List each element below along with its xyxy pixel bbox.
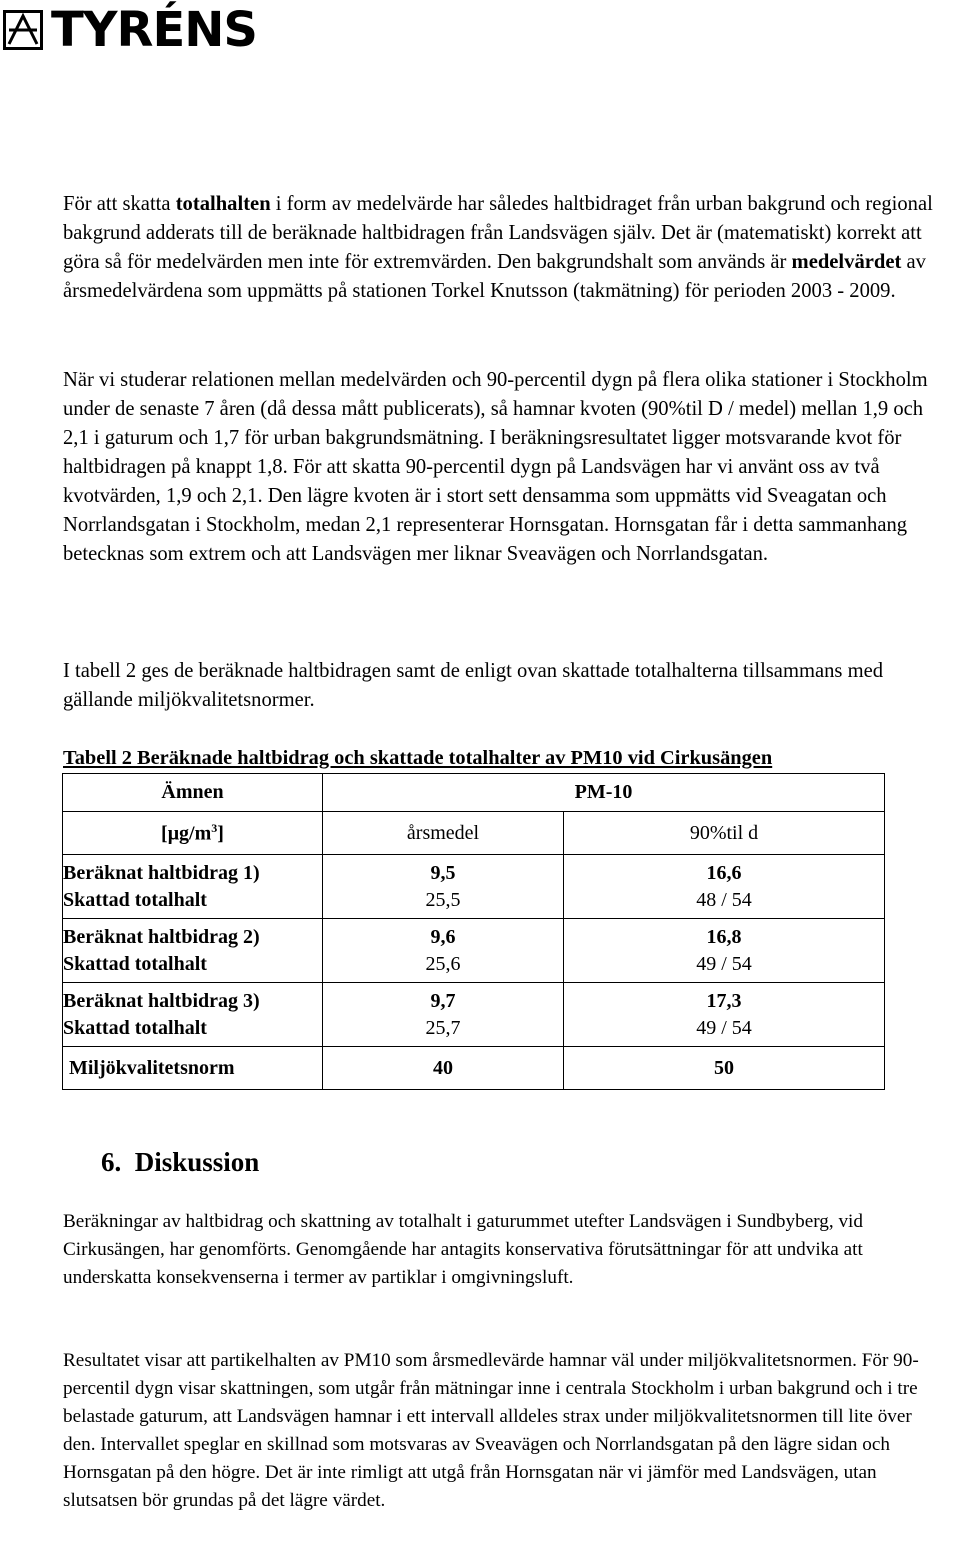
table-unit-row	[63, 812, 885, 855]
mean-cell	[323, 983, 564, 1047]
p90-totalhalt: 49 / 54	[696, 1016, 752, 1039]
table-header-row	[63, 774, 885, 812]
table-caption: Tabell 2 Beräknade haltbidrag och skattade totalhalter av PM10 vid Cirkusängen	[63, 747, 773, 769]
header-amnen: Ämnen	[63, 774, 323, 812]
section-title: Diskussion	[134, 1147, 260, 1177]
company-logo	[3, 2, 257, 58]
unit-close: ]	[217, 822, 224, 845]
table-row	[63, 855, 885, 919]
paragraph-tabell-intro: I tabell 2 ges de beräknade haltbidragen samt de enligt ovan skattade totalhalterna tillsammans med gällande miljökvalitetsnormer.	[63, 660, 884, 711]
mean-cell	[323, 855, 564, 919]
mean-haltbidrag: 9,6	[430, 925, 456, 948]
unit-superscript: 3	[211, 820, 218, 835]
p90-haltbidrag: 16,6	[706, 861, 742, 884]
label-totalhalt: Skattad totalhalt	[63, 1016, 207, 1039]
p1-bold-medelvardet: medelvärdet	[791, 251, 902, 273]
p90-cell	[564, 919, 885, 983]
header-pm10: PM-10	[323, 774, 885, 812]
p90-cell	[564, 983, 885, 1047]
p90-totalhalt: 48 / 54	[696, 888, 752, 911]
col-arsmedel: årsmedel	[323, 812, 564, 855]
section-heading	[101, 1144, 259, 1180]
logo-mark-icon	[3, 10, 43, 50]
p1-text-2: i form av medelvärde har således haltbidraget från urban bakgrund och regional bakgrund adderats till de beräknade haltbidragen från Landsvägen själv. Det är (matematiskt) korrekt att göra så för medelvärden men inte för extremvärden. Den bakgrundshalt som används är	[63, 193, 933, 273]
label-haltbidrag: Beräknat haltbidrag 1)	[63, 861, 260, 884]
paragraph-diskussion-1: Beräkningar av haltbidrag och skattning av totalhalt i gaturummet utefter Landsvägen i Sundbyberg, vid Cirkusängen, har genomförts. Genomgående har antagits konservativa förutsättningar för att undvika att underskatta konsekvenserna i termer av partiklar i omgivningsluft.	[63, 1211, 863, 1288]
unit-cell	[63, 812, 323, 855]
mean-totalhalt: 25,5	[425, 888, 461, 911]
p90-cell	[564, 855, 885, 919]
mean-totalhalt: 25,7	[425, 1016, 461, 1039]
p1-text-1: För att skatta	[63, 193, 176, 215]
paragraph-diskussion-2: Resultatet visar att partikelhalten av PM10 som årsmedlevärde hamnar väl under miljökvalitetsnormen. För 90-percentil dygn visar skattningen, som utgår från mätningar inne i centrala Stockholm i urban bakgrund och i tre belastade gaturum, att Landsvägen hamnar i ett intervall alldeles strax under miljökvalitetsnormen till lite över den. Intervallet speglar en skillnad som motsvaras av Sveavägen och Norrlandsgatan på den lägre sidan och Hornsgatan på den högre. Det är inte rimligt att utgå från Hornsgatan när vi jämför med Landsvägen, utan slutsatsen bör grundas på det lägre värdet.	[63, 1350, 919, 1511]
pm10-table	[62, 773, 885, 1090]
mean-haltbidrag: 9,5	[430, 861, 456, 884]
table-row	[63, 919, 885, 983]
p1-text-3: av årsmedelvärdena som uppmätts på stationen Torkel Knutsson (takmätning) för perioden 2003 - 2009.	[63, 251, 926, 302]
col-90til: 90%til d	[564, 812, 885, 855]
row-label	[63, 855, 323, 919]
row-label	[63, 919, 323, 983]
label-totalhalt: Skattad totalhalt	[63, 888, 207, 911]
p1-bold-totalhalten: totalhalten	[175, 193, 271, 215]
paragraph-kvoter: När vi studerar relationen mellan medelvärden och 90-percentil dygn på flera olika stationer i Stockholm under de senaste 7 åren (då dessa mått publicerats), så hamnar kvoten (90%til D / medel) mellan 1,9 och 2,1 i gaturum och 1,7 för urban bakgrundsmätning. I beräkningsresultatet ligger motsvarande kvot för haltbidragen på knappt 1,8. För att skatta 90-percentil dygn på Landsvägen har vi använt oss av två kvotvärden, 1,9 och 2,1. Den lägre kvoten är i stort sett densamma som uppmätts vid Sveagatan och Norrlandsgatan i Stockholm, medan 2,1 representerar Hornsgatan. Hornsgatan får i detta sammanhang betecknas som extrem och att Landsvägen mer liknar Sveavägen och Norrlandsgatan.	[63, 369, 928, 565]
table-norm-row	[63, 1047, 885, 1090]
norm-label: Miljökvalitetsnorm	[63, 1047, 323, 1090]
label-haltbidrag: Beräknat haltbidrag 2)	[63, 925, 260, 948]
logo-text: TYRÉNS	[51, 2, 257, 58]
mean-cell	[323, 919, 564, 983]
norm-p90: 50	[564, 1047, 885, 1090]
norm-mean: 40	[323, 1047, 564, 1090]
unit-text: [μg/m	[161, 822, 212, 845]
label-totalhalt: Skattad totalhalt	[63, 952, 207, 975]
table-row	[63, 983, 885, 1047]
section-number: 6.	[101, 1147, 122, 1177]
label-haltbidrag: Beräknat haltbidrag 3)	[63, 989, 260, 1012]
p90-totalhalt: 49 / 54	[696, 952, 752, 975]
mean-haltbidrag: 9,7	[430, 989, 456, 1012]
p90-haltbidrag: 16,8	[706, 925, 742, 948]
paragraph-totalhalt	[63, 190, 943, 306]
row-label	[63, 983, 323, 1047]
mean-totalhalt: 25,6	[425, 952, 461, 975]
p90-haltbidrag: 17,3	[706, 989, 742, 1012]
